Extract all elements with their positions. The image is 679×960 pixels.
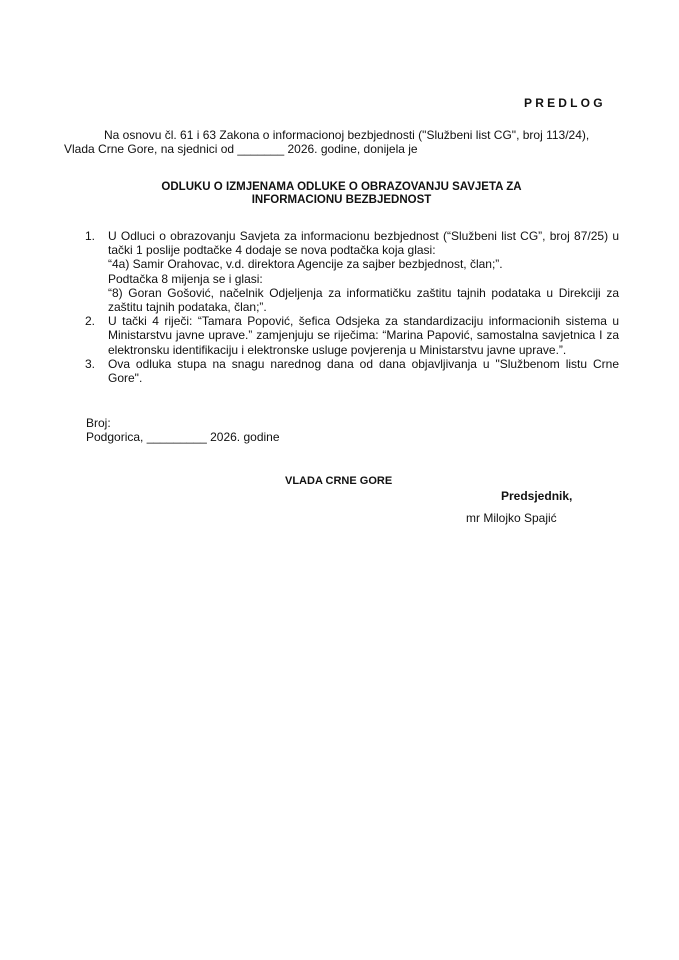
decision-title-line-2: INFORMACIONU BEZBJEDNOST (251, 194, 432, 206)
president-title: Predsjednik, (501, 489, 573, 503)
item-text: U tački 4 riječi: “Tamara Popović, šefica Odsjeka za standardizaciju informacionih sistema u Ministarstvu javne uprave.” zamjenjuju se riječima: “Marina Papović, samostalna savjetnica I za elektronsku identifikaciju i elektronske usluge povjerenja u Ministarstvu javne uprave.”. (108, 314, 619, 357)
item-text: Podtačka 8 mijenja se i glasi: (108, 271, 263, 286)
item-text: Ova odluka stupa na snagu narednog dana od dana objavljivanja u "Službenom listu Crne Gore". (108, 356, 619, 386)
item-number: 3. (85, 356, 96, 371)
president-name: mr Milojko Spajić (466, 511, 557, 525)
preamble (64, 128, 619, 156)
item-text: U Odluci o obrazovanju Savjeta za informacionu bezbjednost (“Službeni list CG”, broj 87/25) u tački 1 poslije podtačke 4 dodaje se nova podtačka koja glasi: (108, 229, 619, 258)
item-quote: “4a) Samir Orahovac, v.d. direktora Agencije za sajber bezbjednost, član;”. (108, 257, 503, 272)
item-number: 2. (85, 314, 96, 329)
decision-title-line-1: ODLUKU O IZMJENAMA ODLUKE O OBRAZOVANJU SAVJETA ZA (161, 181, 522, 193)
government-signature: VLADA CRNE GORE (285, 475, 393, 487)
document-number: Broj: (86, 416, 111, 430)
predlog-label: PREDLOG (524, 96, 606, 110)
list-item (64, 229, 619, 314)
preamble-line-2: Vlada Crne Gore, na sjednici od _______ 2026. godine, donijela je (64, 142, 418, 157)
place-date: Podgorica, _________ 2026. godine (86, 430, 280, 444)
decision-title (64, 181, 619, 207)
item-number: 1. (85, 229, 96, 243)
list-item (64, 314, 619, 357)
preamble-line-1: Na osnovu čl. 61 i 63 Zakona o informacionoj bezbjednosti ("Službeni list CG", broj 113/24), (104, 128, 590, 142)
articles-list (64, 229, 619, 385)
item-quote: “8) Goran Gošović, načelnik Odjeljenja za informatičku zaštitu tajnih podataka u Direkciji za zaštitu tajnih podataka, član;”. (108, 285, 619, 315)
list-item (64, 357, 619, 385)
